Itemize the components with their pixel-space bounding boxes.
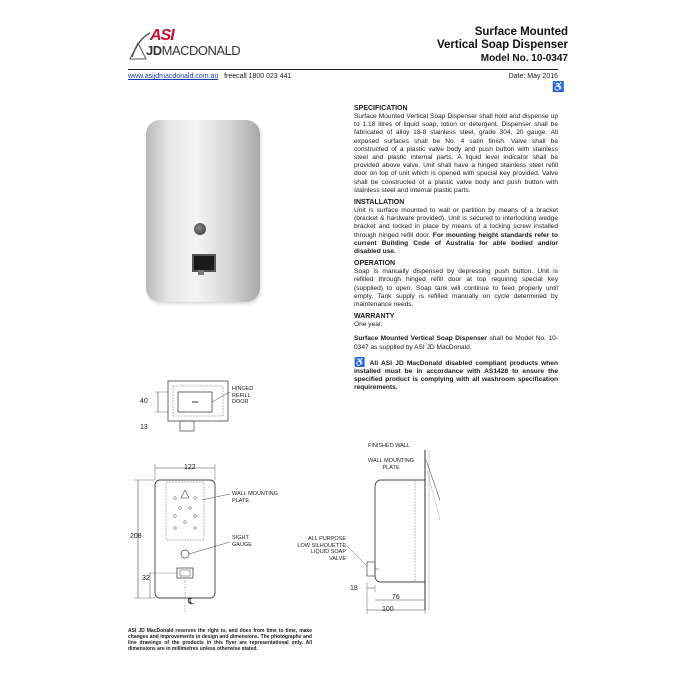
title-line-2: Vertical Soap Dispenser [436, 39, 568, 51]
wall-mounting-plate-label: WALL MOUNTING PLATE [232, 491, 279, 504]
sight-gauge-label: SIGHT GAUGE [232, 535, 252, 548]
wheelchair-icon: ♿ [552, 82, 565, 93]
operation-heading: OPERATION [354, 260, 396, 268]
centerline-symbol: ℄ [188, 596, 194, 606]
website-link[interactable]: www.asijdmacdonald.com.au [128, 73, 219, 80]
installation-heading: INSTALLATION [354, 199, 405, 207]
top-view-drawing [130, 376, 290, 438]
spec-text-column [354, 104, 558, 396]
dim-40-label: 40 [140, 398, 148, 405]
logo-jdmacdonald-text: JDMACDONALD [146, 43, 241, 58]
logo-asi-text: ASI [150, 27, 174, 44]
dim-18-label: 18 [350, 585, 358, 592]
dim-208-label: 208 [130, 533, 142, 540]
brand-logo [128, 27, 241, 63]
operation-body: Soap is manually dispensed by depressing push button. Unit is refilled through hinged refill door at top requiring special key (supplied) to open. Soap tank will continue to feed properly until empty. Tank supply is refilled manually on cycle determined by maintenance needs. [354, 268, 558, 309]
freecall-number: freecall 1800 023 441 [224, 73, 292, 80]
document-title [437, 26, 568, 65]
side-wall-mounting-plate-label: WALL MOUNTING PLATE [368, 458, 415, 471]
dim-100-label: 100 [382, 606, 394, 613]
push-button-image [194, 223, 206, 235]
product-photo [146, 120, 260, 302]
model-number: Model No. 10-0347 [480, 53, 568, 64]
specification-body: Surface Mounted Vertical Soap Dispenser shall hold and dispense up to 1.18 litres of liquid soap, lotion or detergent. Dispenser shall be fabricated of alloy 18-8 stainless steel, grade 304, 20 gauge. All exposed surfaces shall be No. 4 satin finish. Valve shall be constructed of a plastic valve body and push button with stainless steel and plastic internal parts. A liquid level indicator shall be provided above valve. Unit shall have a hinged stainless steel refill door on top of unit which is opened with special key provided. Valve shall be constructed of a plastic valve body and push button with stainless steel and internal plastic parts. [354, 113, 558, 194]
header-divider [128, 69, 558, 70]
dim-76-label: 76 [392, 594, 400, 601]
warranty-body: One year. [354, 321, 383, 329]
sight-gauge-image [192, 254, 216, 272]
specification-heading: SPECIFICATION [354, 105, 408, 112]
soap-valve-label: ALL PURPOSE LOW SILHOUETTE LIQUID SOAP VALVE [297, 536, 346, 562]
nozzle-image [198, 270, 204, 275]
installation-body: Unit is surface mounted to wall or partition by means of a bracket (bracket & hardware provided). Unit is secured to interlocking wedge bracket and locked in place by means of a locking screw installed through hinged refill door. For mounting height standards refer to current Building Code of Australia for able bodied and/or disabled use. [354, 207, 558, 256]
dim-122-label: 122 [184, 464, 196, 471]
spec-statement: Surface Mounted Vertical Soap Dispenser shall be Model No. 10-0347 as supplied by ASI JD MacDonald. [354, 335, 558, 351]
contact-line [128, 73, 291, 80]
finished-wall-label: FINISHED WALL [368, 443, 410, 449]
dim-13-label: 13 [140, 424, 148, 431]
document-date: Date: May 2016 [508, 73, 558, 80]
warranty-heading: WARRANTY [354, 313, 395, 321]
disclaimer-text: ASI JD MacDonald reserves the right to, and does from time to time, make changes and improvements in design and dimensions. The photographs and line drawings of the products in this flyer are representational only. All dimensions are in millimetres unless otherwise stated. [128, 628, 312, 652]
wheelchair-icon: ♿ [354, 356, 367, 367]
dim-32-label: 32 [142, 575, 150, 582]
disabled-compliance-note: ♿ All ASI JD MacDonald disabled compliant products when installed must be in accordance with AS1428 to ensure the specified product is complying with all washroom specification requirements. [354, 356, 558, 392]
hinged-refill-door-label: HINGED REFILL DOOR [232, 386, 254, 405]
title-line-1: Surface Mounted [474, 26, 568, 38]
